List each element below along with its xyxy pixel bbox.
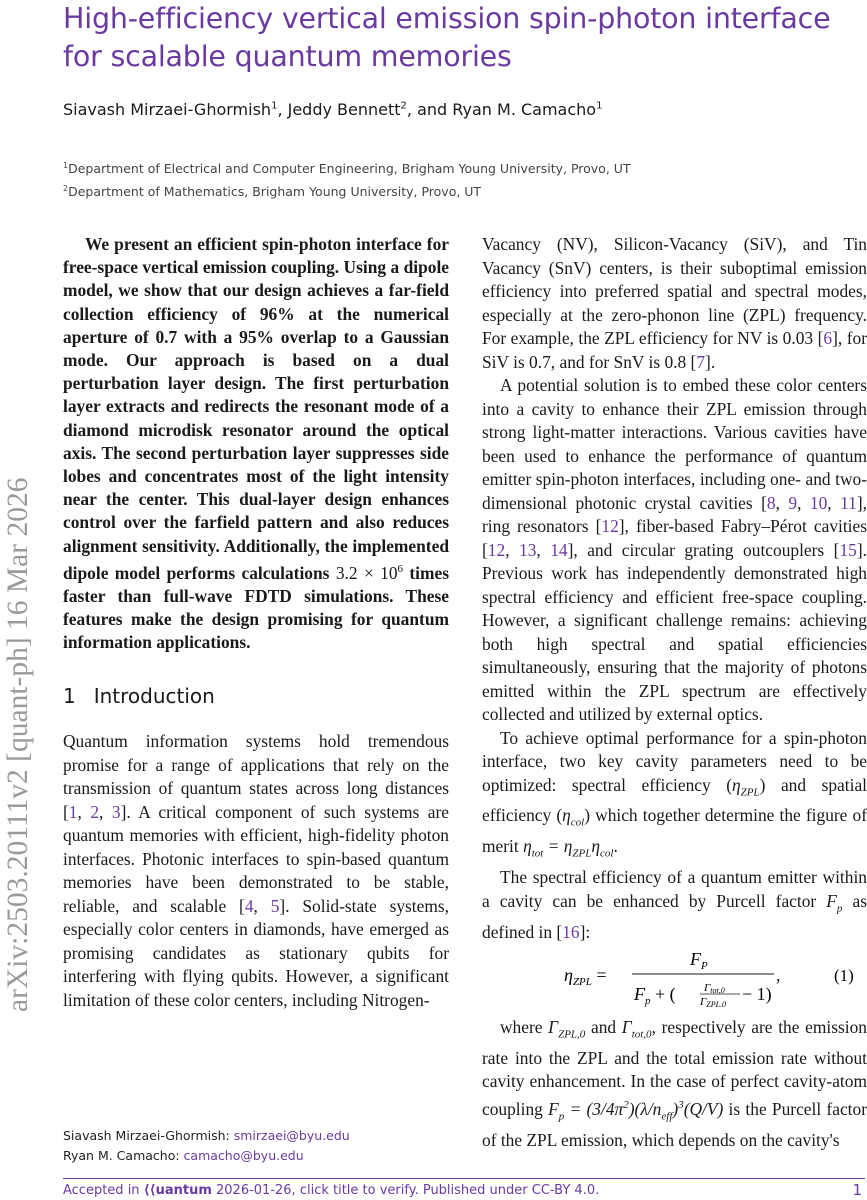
citation-link[interactable]: 14 — [550, 539, 568, 560]
text-run: To achieve optimal performance for a spin-photon interface, two key cavity parameters need to be optimized: spectral efficiency ( — [482, 727, 867, 795]
author-name: Siavash Mirzaei-Ghormish — [63, 100, 272, 119]
left-column — [63, 233, 449, 1012]
text-run: ]. Previous work has independently demonstrated high spectral efficiency and efficient free-space coupling. However, a significant challenge remains: achieving both high spectral and spatial efficiencies simultaneously, ensuring that the majority of photons emitted within the ZPL spectrum are effectively collected and utilized by external optics. — [482, 539, 867, 724]
citation-link[interactable]: 12 — [601, 516, 619, 536]
page-number: 1 — [852, 1181, 862, 1199]
footnote-line — [63, 1126, 350, 1146]
author-affiliation-marker: 2 — [400, 100, 407, 112]
math-exponent: 6 — [397, 562, 404, 575]
text-run: ) which together determine the figure of merit — [482, 805, 867, 857]
equation-1 — [482, 945, 867, 1005]
footnote-name: Ryan M. Camacho: — [63, 1148, 184, 1163]
text-run: The spectral efficiency of a quantum emitter within a cavity can be enhanced by Purcell factor — [482, 867, 867, 911]
footer-text: 2026-01-26, click title to verify. Published under CC-BY 4.0. — [211, 1183, 600, 1198]
right-column-bottom — [482, 1016, 867, 1152]
abstract — [63, 233, 449, 654]
citation-link[interactable]: 15 — [839, 539, 857, 560]
right-column — [482, 233, 867, 944]
author-affiliation-marker: 1 — [596, 100, 603, 112]
quantum-logo-icon: ⟨⟨uantum — [143, 1183, 212, 1198]
abstract-text: times faster than full-wave FDTD simulations. These features make the design promising for quantum information applications. — [63, 562, 449, 653]
eq-denominator: $F_p$ + ( — [634, 984, 676, 1007]
citation-link[interactable]: 2 — [90, 801, 100, 822]
abstract-math — [336, 563, 403, 583]
footer-rule — [63, 1178, 865, 1179]
footer-text: Accepted in — [63, 1183, 144, 1198]
text-run: A potential solution is to embed these color centers into a cavity to enhance their ZPL emission through strong light-matter interactions. Various cavities have been used to enhance the performance of quantum emitter spin-photon interfaces, including one- and two-dimensional photonic crystal cavities [ — [482, 375, 867, 513]
eq-inner-den: ΓZPL,0 — [700, 996, 727, 1007]
eq-lhs: $\eta_{ZPL}$ = — [564, 965, 607, 988]
text-run: ], for SiV is 0.7, and for SnV is 0.8 [ — [482, 328, 867, 372]
citation-link[interactable]: 6 — [823, 328, 833, 348]
intro-paragraph-1-continued — [482, 233, 867, 374]
text-run: ], fiber-based Fabry–Pérot cavities [ — [482, 516, 867, 560]
citation-link[interactable]: 8 — [766, 492, 776, 513]
text-run: Vacancy (NV), Silicon-Vacancy (SiV), and Tin Vacancy (SnV) centers, is their suboptimal emission efficiency into preferred spatial and spectral modes, especially at the zero-phonon line (ZPL) frequency. For example, the ZPL efficiency for NV is 0.03 [ — [482, 234, 867, 348]
citation-link[interactable]: 13 — [519, 539, 537, 560]
paper-title[interactable]: High-efficiency vertical emission spin-photon interface for scalable quantum memories — [63, 2, 831, 73]
math-eta-tot: $\eta_{tot} = \eta_{ZPL}\eta_{col}$ — [523, 836, 614, 860]
citation-link[interactable]: 10 — [809, 492, 828, 513]
footnote-line — [63, 1146, 350, 1166]
author-name: Jeddy Bennett — [287, 100, 401, 119]
text-run: as defined in [ — [482, 890, 867, 942]
equation-graphic — [482, 945, 867, 1007]
citation-link[interactable]: 12 — [487, 539, 506, 560]
eq-inner-num: Γtot,0 — [704, 982, 725, 995]
math-gamma-tot: $\Gamma_{tot,0}$ — [621, 1017, 652, 1041]
intro-paragraph-1: Quantum information systems hold tremendous promise for a range of applications that rely on the transmission of quantum states across long distances [1, 2, 3]. A critical component of such systems are quantum memories with efficient, high-fidelity photon interfaces. Photonic interfaces to spin-based quantum memories have been demonstrated to be stable, reliable, and scalable [4, 5]. Solid-state systems, especially color centers in diamonds, have emerged as promising candidates as stationary qubits for interfering with flying qubits. However, a significant limitation of these color centers, including Nitrogen- — [63, 731, 449, 1010]
text-run: ]. Solid-state systems, especially color centers in diamonds, have emerged as promising candidates as stationary qubits for interfering with flying qubits. However, a significant limitation of these color centers, including Nitrogen- — [63, 895, 449, 1010]
abstract-text: We present an efficient spin-photon interface for free-space vertical emission coupling. Using a dipole model, we show that our design achieves a far-field collection efficiency of 96% at the numerical aperture of 0.7 with a 95% overlap to a Gaussian mode. Our approach is based on a dual perturbation layer design. The first perturbation layer extracts and redirects the resonant mode of a diamond microdisk resonator around the optical axis. The second perturbation layer suppresses side lobes and concentrates most of the light intensity near the center. This dual-layer design enhances control over the farfield pattern and also reduces alignment sensitivity. Additionally, the implemented dipole model performs calculations — [63, 234, 449, 583]
intro-paragraph-5 — [482, 1016, 867, 1152]
footnote-name: Siavash Mirzaei-Ghormish: — [63, 1128, 234, 1143]
author-name: Ryan M. Camacho — [452, 100, 597, 119]
author-separator: , — [277, 100, 288, 119]
author-affiliation-marker: 1 — [271, 100, 278, 112]
equation-number: (1) — [834, 966, 854, 985]
footer[interactable] — [63, 1183, 599, 1198]
text-run: ], and circular grating outcouplers [ — [567, 539, 840, 560]
eq-tail: − 1) — [742, 984, 772, 1004]
math-gamma-zpl: $\Gamma_{ZPL,0}$ — [548, 1017, 586, 1041]
citation-link[interactable]: 9 — [788, 492, 798, 513]
affiliation — [63, 161, 631, 176]
author-footnotes — [63, 1126, 350, 1166]
section-title: Introduction — [93, 684, 215, 709]
text-run: , respectively are the emission rate into the ZPL and the total emission rate without cavity enhancement. In the case of perfect cavity-atom coupling — [482, 1017, 867, 1119]
intro-paragraph-3 — [482, 727, 867, 867]
email-link[interactable]: smirzaei@byu.edu — [233, 1128, 350, 1143]
math-value: 3.2 × 10 — [335, 562, 398, 583]
text-run: ) and spatial efficiency ( — [482, 774, 867, 826]
math-eta-col: $\eta_{col}$ — [562, 805, 585, 829]
math-purcell: $F_p = (3/4\pi^2)(\lambda/n_{eff})^3(Q/V)$ — [548, 1098, 724, 1123]
math-fp: $F_p$ — [826, 890, 843, 915]
intro-paragraph-2: A potential solution is to embed these color centers into a cavity to enhance their ZPL emission through strong light-matter interactions. Various cavities have been used to enhance the performance of quantum emitter spin-photon interfaces, including one- and two-dimensional photonic crystal cavities [8, 9, 10, 11], ring resonators [12], fiber-based Fabry–Pérot cavities [12, 13, 14], and circular grating outcouplers [15]. Previous work has independently demonstrated high spectral efficiency and efficient free-space coupling. However, a significant challenge remains: achieving both high spectral and spatial efficiencies simultaneously, ensuring that the majority of photons emitted within the ZPL spectrum are effectively collected and utilized by external optics. — [482, 375, 867, 724]
citation-link[interactable]: 7 — [696, 351, 706, 372]
citation-link[interactable]: 16 — [562, 921, 580, 942]
section-number: 1 — [63, 684, 76, 709]
text-run: . — [613, 836, 618, 857]
text-run: Quantum information systems hold tremendous promise for a range of applications that rely on the transmission of quantum states across long distances [ — [63, 731, 449, 822]
affiliation-number: 2 — [63, 184, 69, 193]
text-run: is the Purcell factor of the ZPL emission, which depends on the cavity's — [482, 1098, 867, 1150]
affiliation — [63, 184, 481, 199]
author-separator: , and — [406, 100, 453, 119]
text-run: ], ring resonators [ — [482, 492, 867, 536]
citation-link[interactable]: 11 — [840, 492, 857, 513]
eq-numerator: $F_P$ — [690, 949, 708, 972]
intro-paragraph-4 — [482, 866, 867, 944]
math-eta-zpl: $\eta_{ZPL}$ — [732, 774, 760, 798]
email-link[interactable]: camacho@byu.edu — [183, 1148, 304, 1163]
text-run: ]: — [579, 921, 591, 942]
author-list — [63, 100, 602, 119]
arxiv-identifier[interactable]: arXiv:2503.20111v2 [quant-ph] 16 Mar 2026 — [2, 477, 34, 1012]
text-run: where — [500, 1017, 549, 1037]
citation-link[interactable]: 5 — [270, 895, 280, 916]
affiliation-number: 1 — [63, 161, 69, 170]
text-run: and — [585, 1017, 622, 1037]
citation-link[interactable]: 4 — [244, 895, 254, 916]
section-heading — [63, 684, 449, 708]
affiliation-text: Department of Electrical and Computer Engineering, Brigham Young University, Provo, UT — [68, 161, 631, 177]
citation-link[interactable]: 3 — [111, 801, 121, 822]
text-run: ]. A critical component of such systems are quantum memories with efficient, high-fidelity photon interfaces. Photonic interfaces to spin-based quantum memories have been demonstrated to be stable, reliable, and scalable [ — [63, 801, 449, 916]
eq-comma: , — [776, 965, 781, 985]
affiliation-text: Department of Mathematics, Brigham Young University, Provo, UT — [68, 184, 482, 200]
citation-link[interactable]: 1 — [68, 801, 78, 822]
text-run: ]. — [705, 351, 716, 372]
